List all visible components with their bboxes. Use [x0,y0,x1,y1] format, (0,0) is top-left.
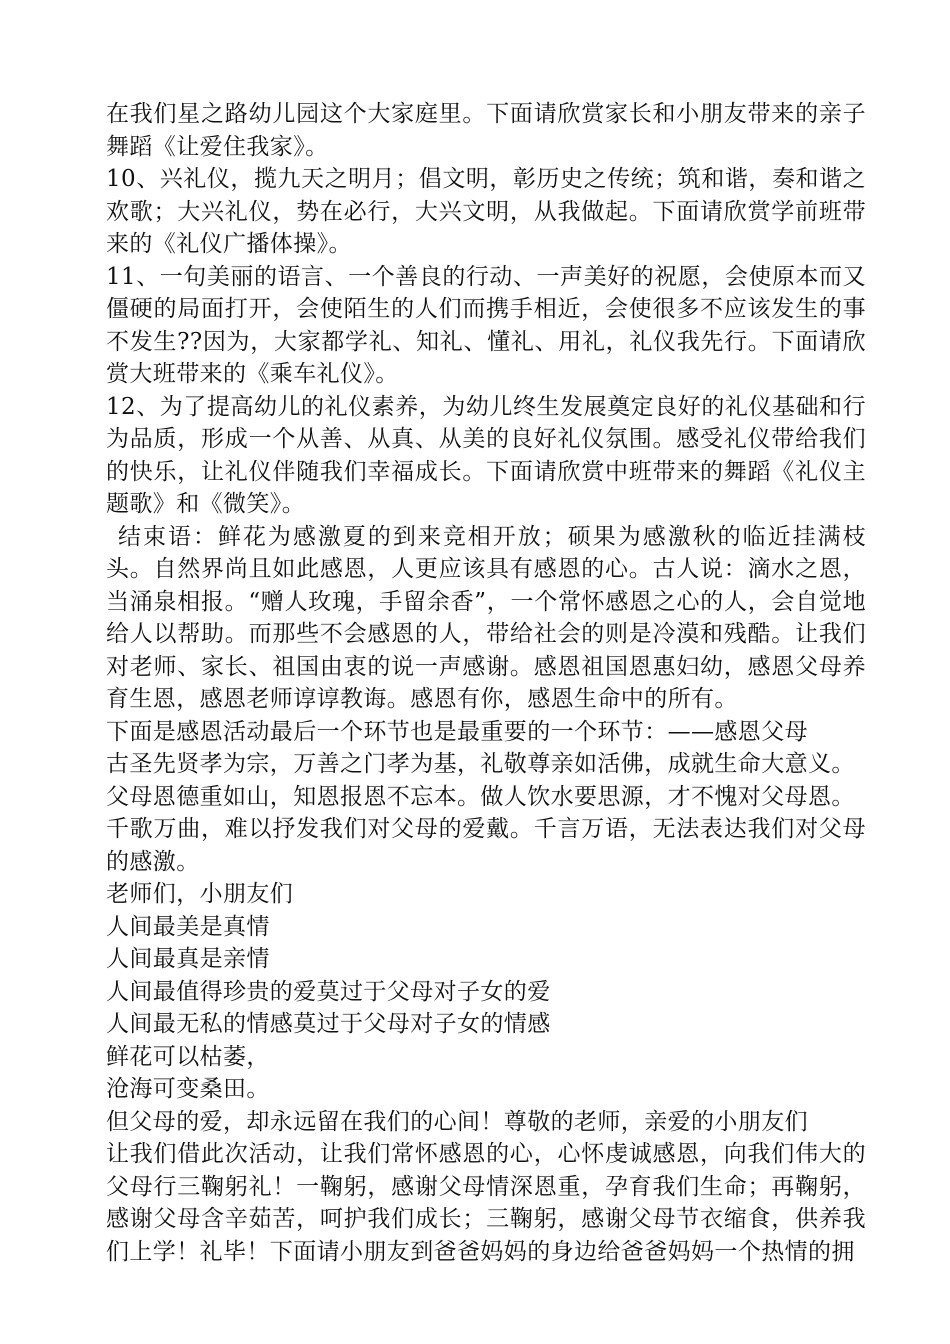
line-poem-2: 人间最真是亲情 [106,946,270,972]
paragraph-filial-verse-1: 古圣先贤孝为宗，万善之门孝为基，礼敬尊亲如活佛，成就生命大意义。 [106,751,855,777]
line-poem-4: 人间最无私的情感莫过于父母对子女的情感 [106,1011,551,1037]
document-body [106,98,866,1268]
paragraph-closing-remarks: 结束语：鲜花为感激夏的到来竞相开放；硕果为感激秋的临近挂满枝头。自然界尚且如此感恩，人更应该具有感恩的心。古人说：滴水之恩，当涌泉相报。“赠人玫瑰，手留余香”，一个常怀感恩之心的人，会自觉地给人以帮助。而那些不会感恩的人，带给社会的则是冷漠和残酷。让我们对老师、家长、祖国由衷的说一声感谢。感恩祖国恩惠妇幼，感恩父母养育生恩，感恩老师谆谆教诲。感恩有你，感恩生命中的所有。 [106,523,866,712]
line-address: 老师们，小朋友们 [106,881,294,907]
paragraph-bow-ceremony: 让我们借此次活动，让我们常怀感恩的心，心怀虔诚感恩，向我们伟大的父母行三鞠躬礼！一鞠躬，感谢父母情深恩重，孕育我们生命；再鞠躬，感谢父母含辛茹苦，呵护我们成长；三鞠躬，感谢父母节衣缩食，供养我们上学！礼毕！下面请小朋友到爸爸妈妈的身边给爸爸妈妈一个热情的拥 [106,1141,866,1265]
paragraph-final-segment: 下面是感恩活动最后一个环节也是最重要的一个环节：——感恩父母 [106,718,808,745]
paragraph-item-11: 11、一句美丽的语言、一个善良的行动、一声美好的祝愿，会使原本而又僵硬的局面打开，会使陌生的人们而携手相近，会使很多不应该发生的事不发生??因为，大家都学礼、知礼、懂礼、用礼，礼仪我先行。下面请欣赏大班带来的《乘车礼仪》。 [106,263,866,387]
paragraph-gratitude: 千歌万曲，难以抒发我们对父母的爱戴。千言万语，无法表达我们对父母的感激。 [106,816,866,875]
line-poem-3: 人间最值得珍贵的爱莫过于父母对子女的爱 [106,978,551,1005]
paragraph-intro-continuation: 在我们星之路幼儿园这个大家庭里。下面请欣赏家长和小朋友带来的亲子舞蹈《让爱住我家》。 [106,101,866,160]
paragraph-filial-verse-2: 父母恩德重如山，知恩报恩不忘本。做人饮水要思源，才不愧对父母恩。 [106,783,855,810]
line-poem-5: 鲜花可以枯萎， [106,1043,270,1070]
paragraph-item-10: 10、兴礼仪，揽九天之明月；倡文明，彰历史之传统；筑和谐，奏和谐之欢歌；大兴礼仪，势在必行，大兴文明，从我做起。下面请欣赏学前班带来的《礼仪广播体操》。 [106,166,866,257]
paragraph-item-12: 12、为了提高幼儿的礼仪素养，为幼儿终生发展奠定良好的礼仪基础和行为品质，形成一个从善、从真、从美的良好礼仪氛围。感受礼仪带给我们的快乐，让礼仪伴随我们幸福成长。下面请欣赏中班带来的舞蹈《礼仪主题歌》和《微笑》。 [106,393,866,517]
line-poem-6: 沧海可变桑田。 [106,1076,270,1102]
line-parents-love: 但父母的爱，却永远留在我们的心间！尊敬的老师，亲爱的小朋友们 [106,1108,808,1135]
line-poem-1: 人间最美是真情 [106,913,270,940]
